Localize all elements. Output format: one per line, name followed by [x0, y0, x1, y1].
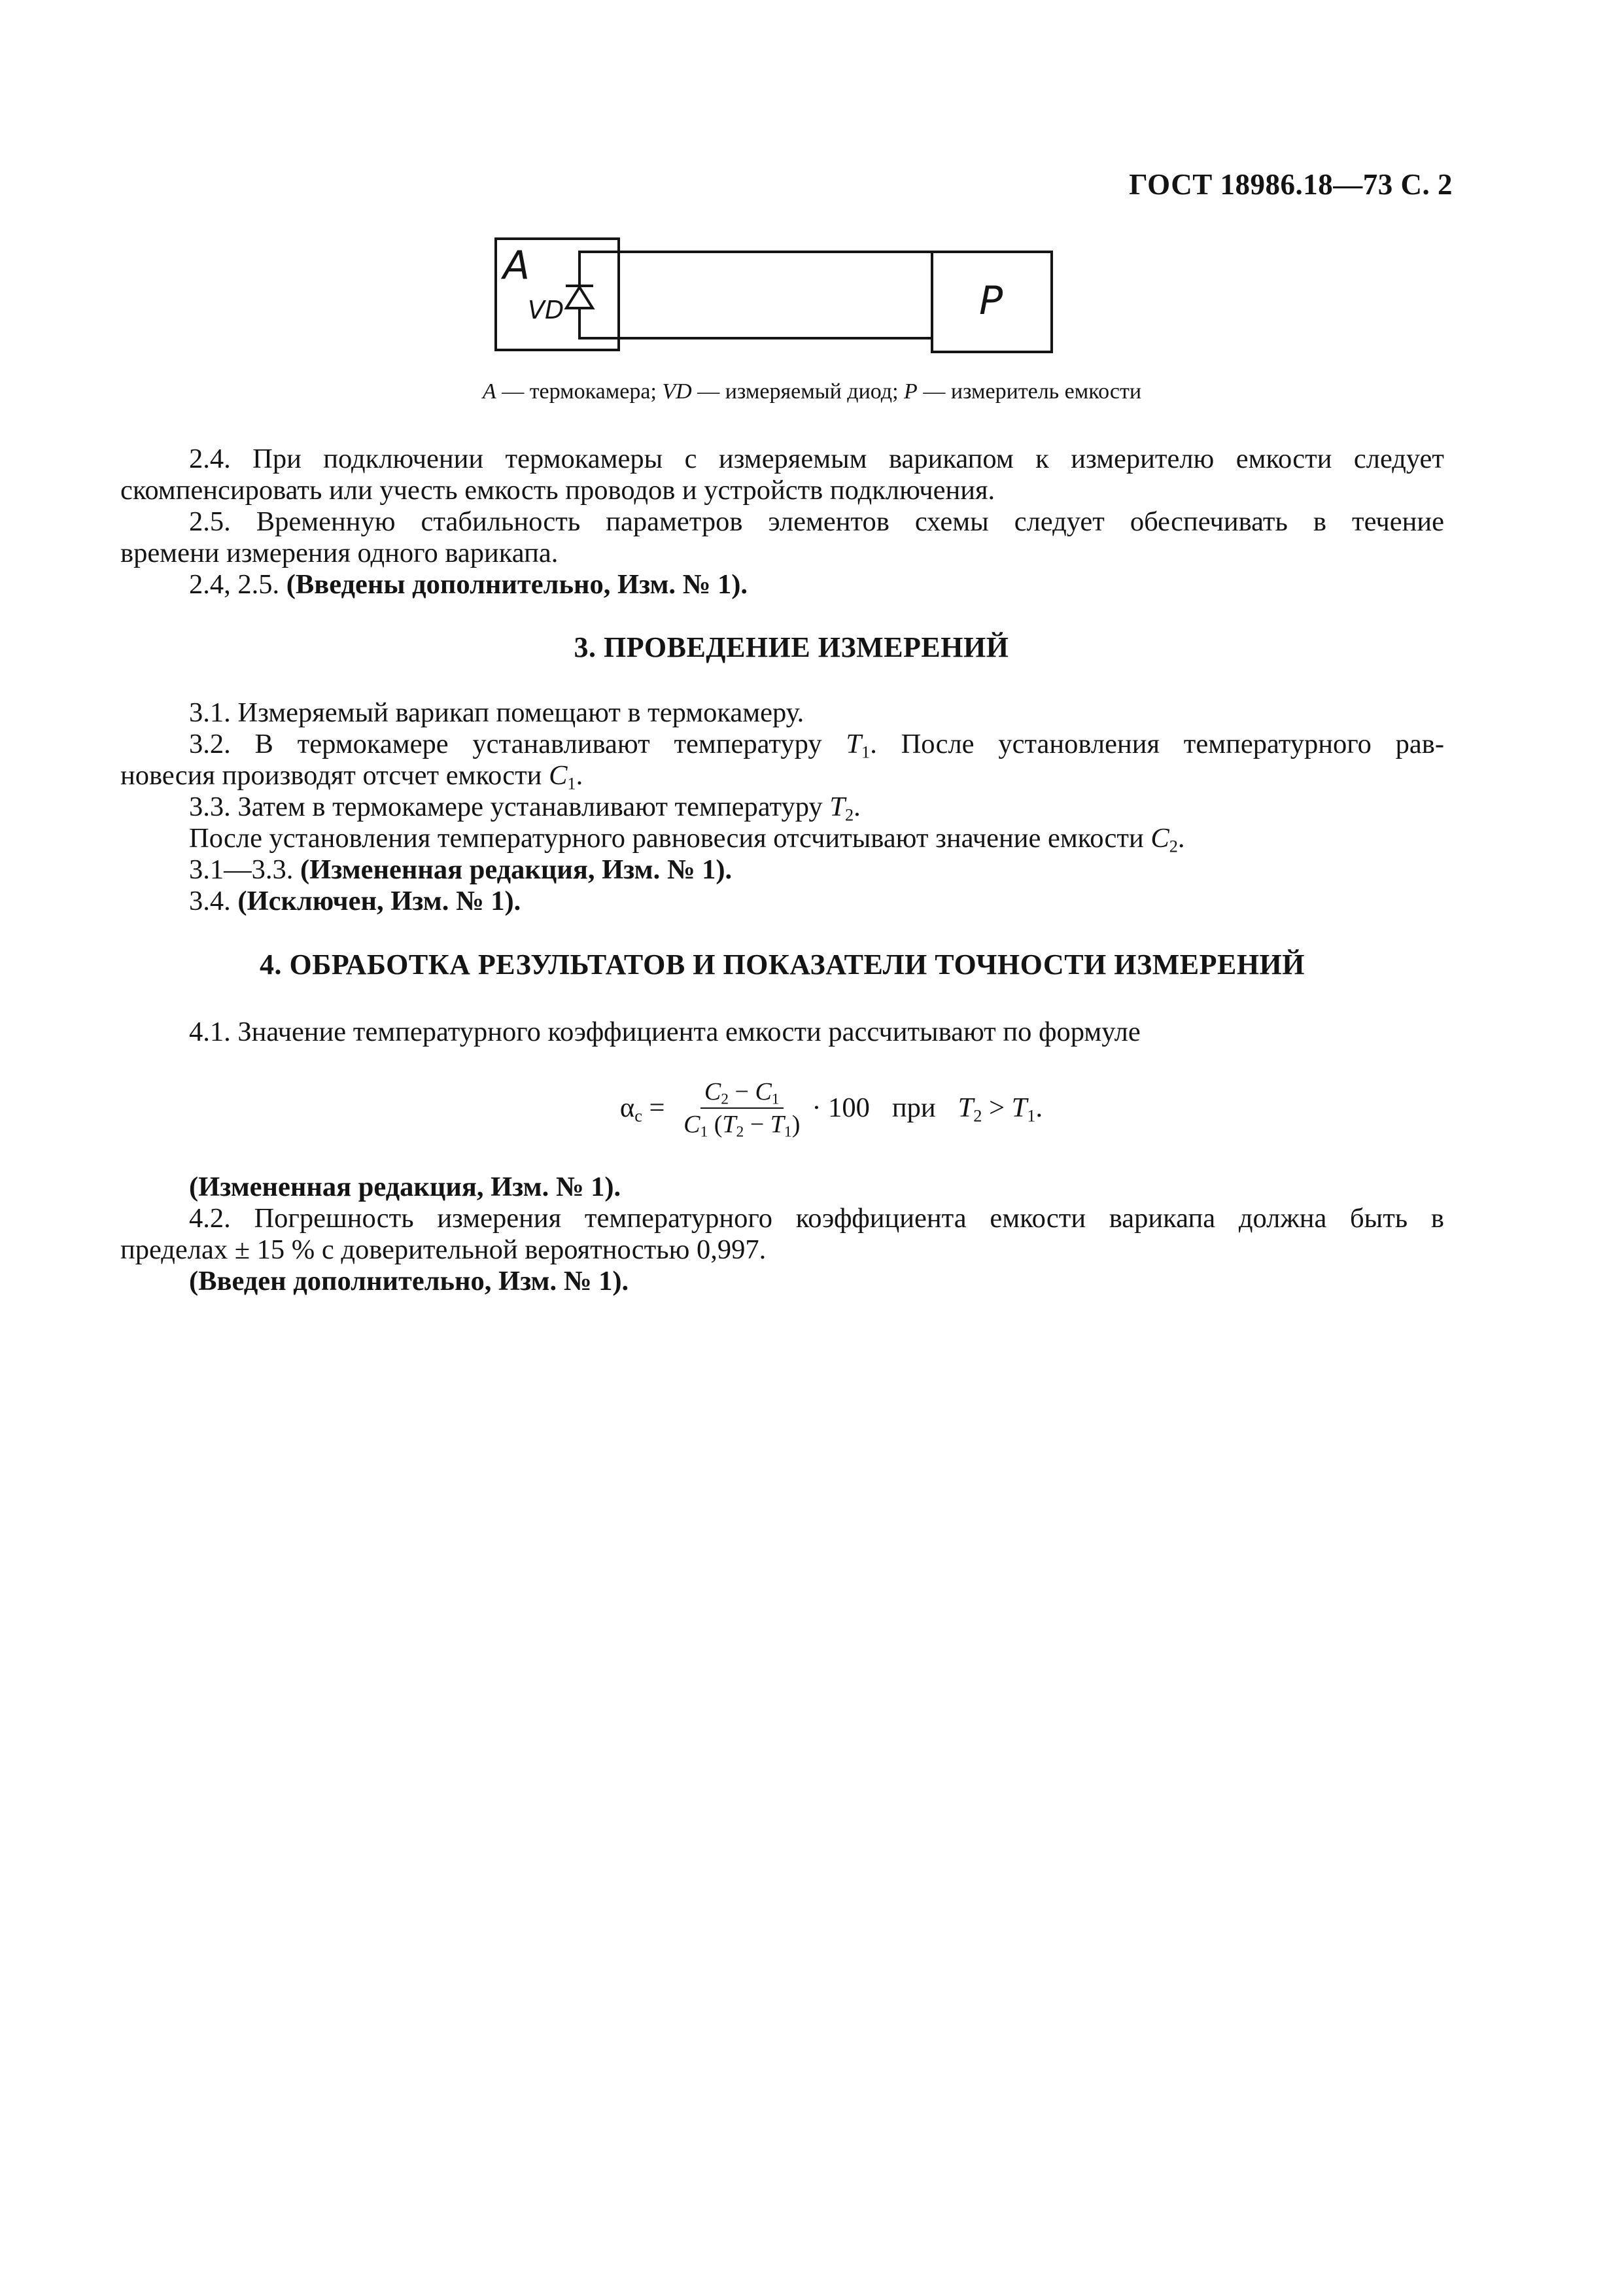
diode-lead-top: [579, 252, 619, 286]
note-bold: (Исключен, Изм. № 1).: [237, 886, 521, 916]
minus-sign: −: [744, 1111, 770, 1138]
period: .: [1035, 1092, 1043, 1123]
label-chamber: A: [503, 243, 530, 288]
paragraph-2-4-line2: скомпенсировать или учесть емкость проводов и устройств подключения.: [120, 475, 995, 506]
caption-vd-text: — измеряемый диод;: [691, 379, 905, 404]
caption-vd-symbol: VD: [662, 379, 692, 404]
label-diode: VD: [528, 296, 564, 324]
subscript-1: 1: [567, 774, 576, 793]
symbol-t: T: [770, 1111, 784, 1138]
times-100: · 100: [812, 1092, 870, 1123]
paragraph-4-2-note: (Введен дополнительно, Изм. № 1).: [189, 1266, 629, 1296]
condition: [958, 1092, 1043, 1124]
p3-2-text-c: новесия производят отсчет емкости: [120, 760, 549, 791]
period: .: [1177, 823, 1185, 854]
alpha-symbol: α: [619, 1092, 635, 1123]
diode-symbol: [566, 287, 593, 308]
condition-word: при: [891, 1092, 936, 1123]
symbol-t: T: [846, 729, 862, 759]
section-4-title: 4. ОБРАБОТКА РЕЗУЛЬТАТОВ И ПОКАЗАТЕЛИ ТОЧНОСТИ ИЗМЕРЕНИЙ: [260, 948, 1305, 981]
note-prefix: 3.4.: [189, 886, 238, 916]
paragraph-4-1: 4.1. Значение температурного коэффициента емкости рассчитывают по формуле: [189, 1017, 1141, 1047]
note-prefix: 3.1—3.3.: [189, 854, 300, 885]
subscript-1: 1: [861, 742, 871, 762]
subscript-2: 2: [721, 1090, 729, 1108]
greater-than: >: [982, 1092, 1012, 1123]
paragraph-3-4: [120, 886, 1444, 917]
paragraph-2-5-line1: 2.5. Временную стабильность параметров элементов схемы следует обеспечивать в течение: [189, 506, 1444, 537]
fraction-numerator: [700, 1077, 784, 1109]
symbol-c: C: [1150, 823, 1169, 854]
formula-lhs: [620, 1092, 642, 1124]
subscript-1: 1: [700, 1123, 708, 1141]
p3-3-text-a: 3.3. Затем в термокамере устанавливают температуру: [189, 791, 830, 822]
caption-p-text: — измеритель емкости: [917, 379, 1142, 404]
symbol-c: C: [755, 1078, 772, 1105]
period: .: [854, 791, 861, 822]
caption-a-symbol: A: [482, 379, 496, 404]
subscript-1: 1: [1027, 1106, 1036, 1126]
paragraph-2-4-2-5-note: [120, 569, 1444, 600]
note-bold: (Измененная редакция, Изм. № 1).: [300, 854, 733, 885]
symbol-c: C: [549, 760, 568, 791]
subscript-2: 2: [973, 1106, 982, 1126]
paragraph-3-1-3-3-note: [120, 854, 1444, 886]
formula-fraction: [680, 1077, 804, 1139]
paragraph-3-2-line2: [120, 760, 1444, 791]
paragraph-4-2-line2: пределах ± 15 % с доверительной вероятностью 0,997.: [120, 1234, 767, 1265]
paragraph-3-1: 3.1. Измеряемый варикап помещают в термокамеру.: [189, 697, 804, 728]
p3-2-text-a: 3.2. В термокамере устанавливают температуру: [189, 729, 846, 759]
paragraph-3-3-b: [120, 823, 1444, 854]
left-paren: (: [708, 1111, 723, 1138]
page-header: ГОСТ 18986.18—73 С. 2: [1129, 168, 1453, 201]
section-3-title: 3. ПРОВЕДЕНИЕ ИЗМЕРЕНИЙ: [574, 631, 1009, 663]
symbol-c: C: [683, 1111, 700, 1138]
diode-lead-bottom: [579, 308, 619, 338]
paragraph-2-5-line2: времени измерения одного варикапа.: [120, 538, 559, 568]
equals-sign: =: [642, 1092, 672, 1123]
subscript-2: 2: [1169, 837, 1178, 856]
right-paren: ): [791, 1111, 801, 1138]
symbol-t: T: [958, 1092, 974, 1123]
label-meter: P: [979, 278, 1003, 324]
symbol-t: T: [722, 1111, 736, 1138]
symbol-t: T: [829, 791, 845, 822]
subscript-1: 1: [771, 1090, 780, 1108]
symbol-c: C: [704, 1078, 721, 1105]
p3-2-text-b: . После установления температурного рав-: [870, 729, 1445, 759]
subscript-2: 2: [844, 805, 854, 825]
subscript-1: 1: [784, 1123, 792, 1141]
caption-a-text: — термокамера;: [496, 379, 663, 404]
fraction-denominator: [680, 1109, 804, 1139]
minus-sign: −: [729, 1078, 755, 1105]
period: .: [576, 760, 583, 791]
measurement-circuit-diagram: [494, 237, 1069, 361]
paragraph-3-2-line1: [120, 729, 1444, 760]
symbol-t: T: [1011, 1092, 1028, 1123]
tck-formula: [120, 1077, 1444, 1139]
paragraph-3-3: [120, 791, 1444, 823]
figure-caption: [0, 379, 1624, 404]
document-body: [120, 444, 1444, 1297]
note-prefix: 2.4, 2.5.: [189, 569, 286, 600]
subscript-2: 2: [736, 1123, 744, 1141]
caption-p-symbol: P: [904, 379, 918, 404]
paragraph-4-2-line1: 4.2. Погрешность измерения температурного коэффициента емкости варикапа должна быть в: [189, 1203, 1444, 1234]
paragraph-2-4-line1: 2.4. При подключении термокамеры с измеряемым варикапом к измерителю емкости следует: [189, 444, 1444, 474]
subscript-c: c: [634, 1106, 642, 1126]
p3-3-text-b: После установления температурного равновесия отсчитывают значение емкости: [189, 823, 1151, 854]
paragraph-4-1-note: (Измененная редакция, Изм. № 1).: [189, 1172, 621, 1202]
note-bold: (Введены дополнительно, Изм. № 1).: [286, 569, 748, 600]
